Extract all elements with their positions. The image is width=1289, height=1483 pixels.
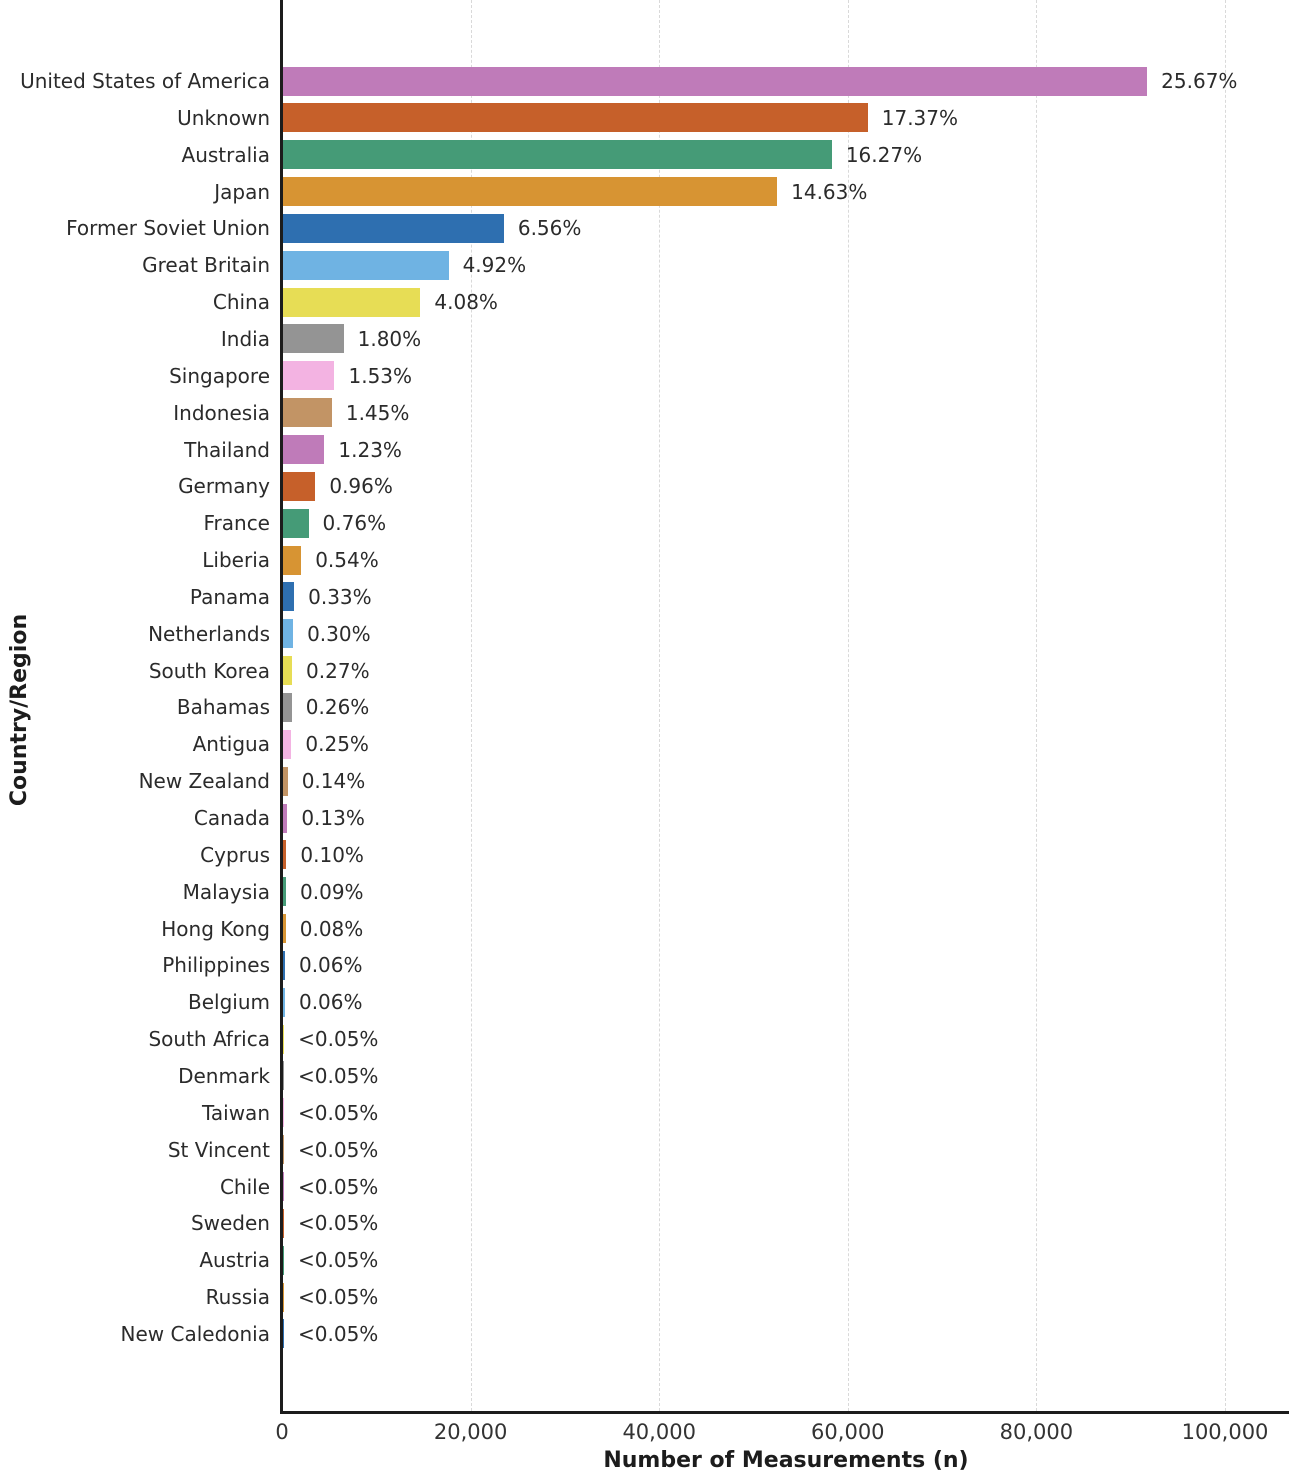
category-label: Netherlands (148, 621, 270, 646)
value-label: <0.05% (298, 1174, 379, 1199)
gridline (1225, 0, 1226, 1411)
category-label: South Africa (148, 1027, 270, 1052)
value-label: 4.08% (434, 290, 498, 315)
bar (283, 1135, 284, 1164)
bar (283, 1172, 284, 1201)
category-label: Canada (193, 806, 270, 830)
bar (283, 656, 292, 685)
x-tick-label: 20,000 (433, 1420, 508, 1444)
value-label: 4.92% (462, 253, 527, 278)
bar (283, 1283, 284, 1312)
value-label: 6.56% (517, 216, 582, 241)
bar (283, 1246, 284, 1275)
value-label: 0.26% (305, 695, 370, 720)
bar (283, 546, 301, 575)
category-label: St Vincent (167, 1137, 270, 1162)
bar (283, 1098, 284, 1127)
value-label: <0.05% (298, 1137, 379, 1162)
category-label: Antigua (192, 732, 270, 757)
category-label: China (212, 290, 270, 315)
value-label: 17.37% (881, 105, 959, 130)
category-label: Cyprus (200, 842, 270, 867)
category-label: Belgium (188, 990, 270, 1015)
category-label: Bahamas (176, 695, 270, 720)
category-label: Taiwan (201, 1100, 270, 1125)
value-label: 25.67% (1161, 69, 1238, 93)
category-label: Liberia (202, 548, 270, 573)
bar (283, 914, 286, 943)
value-label: 0.33% (308, 584, 372, 609)
value-label: 1.45% (345, 400, 410, 425)
y-axis-title: Country/Region (7, 613, 32, 807)
bar (283, 435, 324, 464)
bar (283, 804, 287, 833)
bar (283, 288, 420, 317)
category-label: Hong Kong (161, 916, 270, 941)
category-label: Sweden (190, 1211, 270, 1236)
value-label: 0.30% (307, 621, 371, 646)
bar (283, 1061, 284, 1090)
category-label: Singapore (169, 363, 270, 388)
bar (283, 582, 294, 611)
bar (283, 730, 291, 759)
value-label: <0.05% (298, 1100, 379, 1125)
value-label: 1.23% (338, 437, 402, 462)
bar (283, 509, 309, 538)
x-axis-title: Number of Measurements (n) (603, 1448, 969, 1473)
value-label: 16.27% (845, 142, 923, 167)
value-label: <0.05% (298, 1063, 379, 1088)
category-label: United States of America (20, 69, 270, 93)
bar (283, 1319, 284, 1348)
category-label: Russia (205, 1285, 270, 1310)
value-label: 0.06% (298, 990, 363, 1015)
value-label: 0.54% (315, 548, 379, 573)
bar (283, 988, 285, 1017)
x-tick-label: 0 (275, 1420, 289, 1444)
category-label: New Caledonia (120, 1321, 270, 1346)
y-axis-spine (280, 0, 283, 1414)
category-label: New Zealand (138, 769, 270, 794)
value-label: <0.05% (298, 1248, 379, 1273)
bar (283, 361, 334, 390)
bar (283, 840, 286, 869)
category-label: Australia (181, 142, 270, 167)
category-label: Austria (199, 1248, 270, 1273)
gridline (1036, 0, 1037, 1411)
category-label: Denmark (178, 1063, 270, 1088)
category-label: Germany (178, 474, 270, 499)
category-label: Thailand (184, 437, 270, 462)
category-label: Chile (219, 1174, 270, 1199)
category-label: Unknown (177, 105, 270, 130)
bar (283, 693, 292, 722)
value-label: 0.13% (301, 806, 365, 830)
value-label: 1.80% (357, 326, 422, 351)
category-label: Indonesia (173, 400, 270, 425)
value-label: 0.96% (329, 474, 393, 499)
value-label: <0.05% (298, 1211, 379, 1236)
x-tick-label: 80,000 (999, 1420, 1074, 1444)
value-label: 0.14% (301, 769, 366, 794)
category-label: Former Soviet Union (66, 216, 270, 241)
category-label: Japan (214, 179, 270, 204)
value-label: 0.10% (300, 842, 364, 867)
x-tick-label: 60,000 (811, 1420, 885, 1444)
value-label: 0.25% (305, 732, 369, 757)
bar (283, 140, 832, 169)
value-label: <0.05% (298, 1321, 379, 1346)
bar (283, 324, 344, 353)
value-label: 0.76% (322, 511, 387, 536)
category-label: South Korea (148, 658, 270, 683)
bar (283, 398, 332, 427)
value-label: 0.06% (298, 953, 363, 978)
x-tick-label: 100,000 (1181, 1420, 1269, 1444)
bar (283, 619, 293, 648)
bar (283, 767, 288, 796)
category-label: Philippines (162, 953, 270, 978)
bar (283, 877, 286, 906)
value-label: 0.08% (299, 916, 364, 941)
category-label: France (203, 511, 270, 536)
bar (283, 251, 449, 280)
bar (283, 103, 868, 132)
bar (283, 472, 315, 501)
bar (283, 951, 285, 980)
bar (283, 214, 504, 243)
bar (283, 67, 1147, 96)
value-label: 1.53% (348, 363, 413, 388)
x-axis-spine (280, 1411, 1289, 1414)
value-label: 0.27% (306, 658, 370, 683)
value-label: 14.63% (791, 179, 868, 204)
bar (283, 177, 777, 206)
gridline (471, 0, 472, 1411)
value-label: <0.05% (298, 1027, 379, 1052)
x-tick-label: 40,000 (622, 1420, 696, 1444)
gridline (848, 0, 849, 1411)
bar (283, 1209, 284, 1238)
category-label: Malaysia (182, 879, 270, 904)
category-label: Great Britain (142, 253, 270, 278)
bar (283, 1025, 284, 1054)
value-label: <0.05% (298, 1285, 379, 1310)
category-label: India (220, 326, 270, 351)
gridline (659, 0, 660, 1411)
value-label: 0.09% (300, 879, 364, 904)
category-label: Panama (189, 584, 270, 609)
